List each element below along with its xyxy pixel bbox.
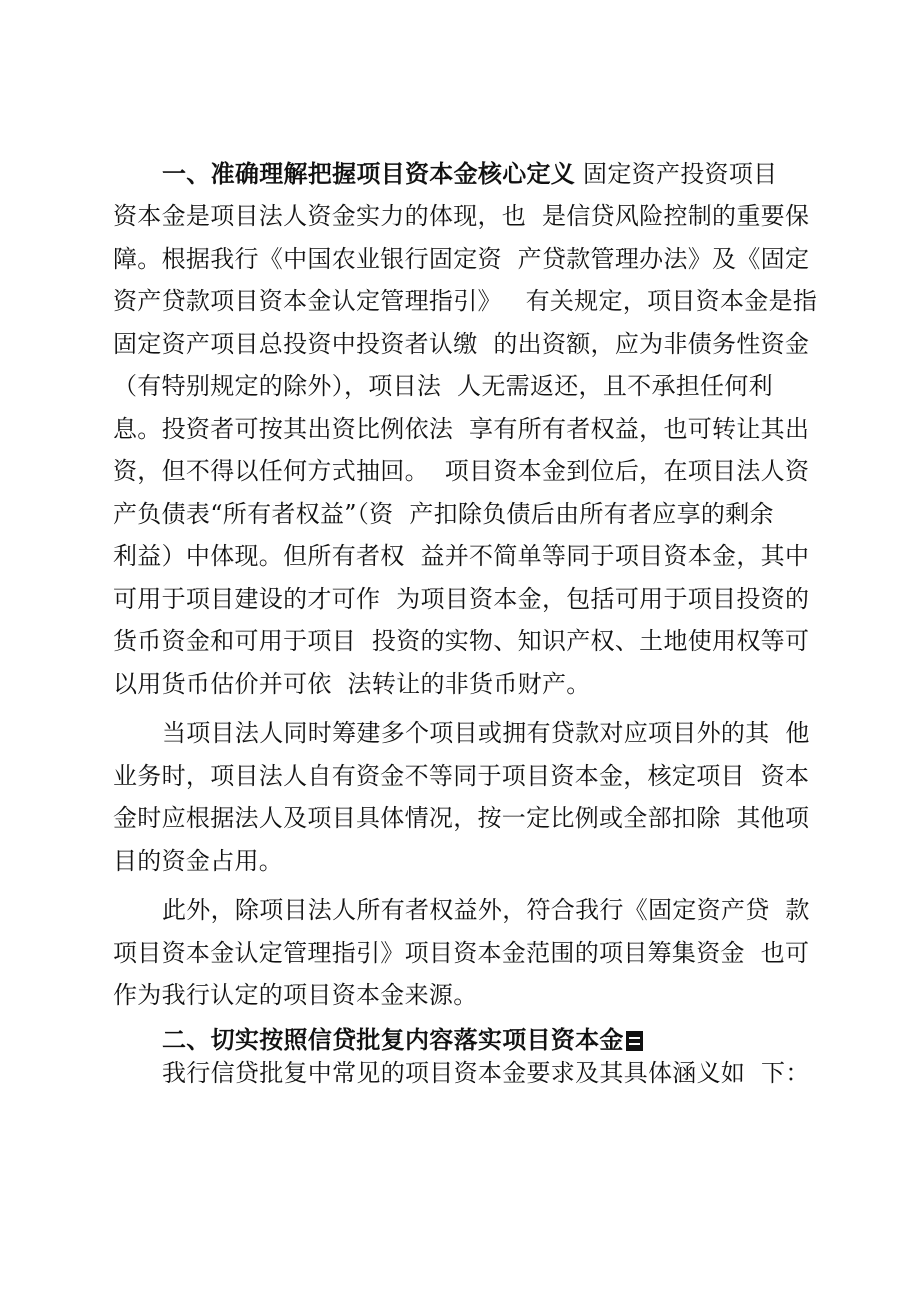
body-line: 作为我行认定的项目资本金来源。 [113,981,478,1009]
body-line: 金时应根据法人及项目具体情况，按一定比例或全部扣除 其他项 [113,804,810,832]
section2-heading: 二、切实按照信贷批复内容落实项目资本金 [162,1026,624,1054]
body-line: 目的资金占用。 [113,847,284,875]
body-line: 此外，除项目法人所有者权益外，符合我行《固定资产贷 款 [162,896,810,924]
body-line: 以用货币估价并可依 法转让的非货币财产。 [113,670,591,698]
body-line: 货币资金和可用于项目 投资的实物、知识产权、土地使用权等可 [113,627,810,655]
body-line: 业务时，项目法人自有资金不等同于项目资本金，核定项目 资本 [113,762,810,790]
body-line: 可用于项目建设的才可作 为项目资本金，包括可用于项目投资的 [113,585,810,613]
section2-intro: 我行信贷批复中常见的项目资本金要求及其具体涵义如 下： [162,1059,810,1087]
body-line: 利益）中体现。但所有者权 益并不简单等同于项目资本金，其中 [113,542,810,570]
section2-heading-line [162,1025,643,1055]
section1-heading: 一、准确理解把握项目资本金核心定义 [162,160,576,188]
document-icon [626,1031,643,1051]
body-line: 固定资产投资项目 [575,160,778,188]
body-line: 资产贷款项目资本金认定管理指引》 有关规定，项目资本金是指 [113,287,818,315]
body-line: 障。根据我行《中国农业银行固定资 产贷款管理办法》及《固定 [113,245,810,273]
body-line: 息。投资者可按其出资比例依法 享有所有者权益，也可转让其出 [113,415,810,443]
body-line: 项目资本金认定管理指引》项目资本金范围的项目筹集资金 也可 [113,939,810,967]
body-line: 资，但不得以任何方式抽回。 项目资本金到位后，在项目法人资 [113,457,810,485]
body-line: （有特别规定的除外），项目法 人无需返还，且不承担任何利 [113,372,773,400]
body-line: 固定资产项目总投资中投资者认缴 的出资额，应为非债务性资金 [113,330,810,358]
body-line: 产负债表“所有者权益”（资 产扣除负债后由所有者应享的剩余 [113,500,774,528]
body-line: 当项目法人同时筹建多个项目或拥有贷款对应项目外的其 他 [162,719,810,747]
body-line: 资本金是项目法人资金实力的体现，也 是信贷风险控制的重要保 [113,202,810,230]
section1-first-line [162,159,777,189]
